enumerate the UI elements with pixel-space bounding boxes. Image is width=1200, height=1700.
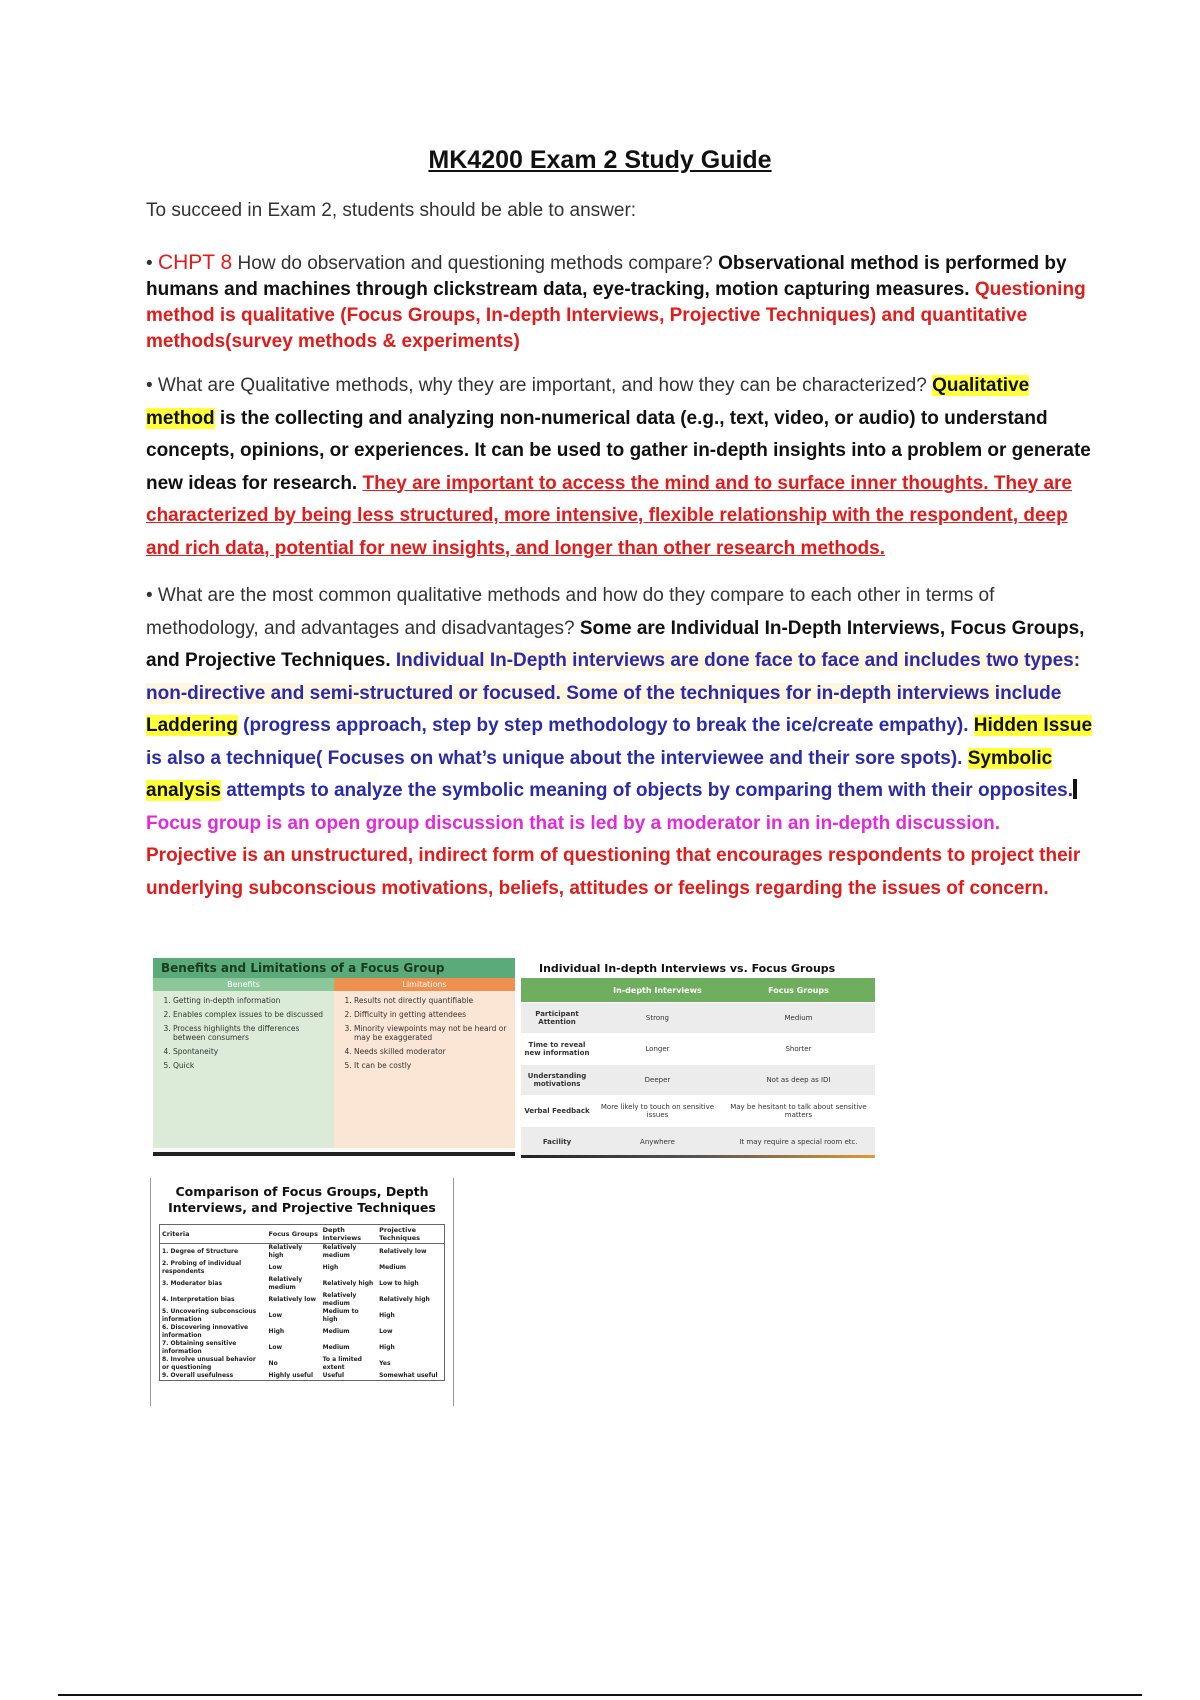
page-title: MK4200 Exam 2 Study Guide <box>428 146 772 174</box>
table-row: Participant Attention Strong Medium <box>521 1003 875 1034</box>
table-row: 3. Moderator bias Relatively medium Relatively high Low to high <box>162 1276 419 1291</box>
paragraph-common-methods <box>146 580 1096 905</box>
highlight-symbolic-analysis: Symbolic analysis <box>146 747 1053 801</box>
table-row: 1. Degree of Structure Relatively high Relatively medium Relatively low <box>162 1244 427 1259</box>
list-item: 3. Minority viewpoints may not be heard or may be exaggerated <box>354 1024 515 1042</box>
symbolic-text: attempts to analyze the symbolic meaning of objects by comparing them with their opposites. <box>226 780 1073 801</box>
table-header: Depth Interviews <box>321 1225 377 1244</box>
answer-red-text: They are important to access the mind and to surface inner thoughts. They are characterized by being less structured, more intensive, flexible relationship with the respondent, deep and rich data, potential for new insights, and longer than other research methods. <box>146 472 1072 559</box>
image-underline <box>521 1155 875 1158</box>
question-text: How do observation and questioning methods compare? <box>237 253 713 274</box>
table-header: Focus Groups <box>267 1225 321 1244</box>
hidden-issue-text: is also a technique( Focuses on what’s unique about the interviewee and their sore spots). <box>146 747 963 769</box>
table-row: 2. Probing of individual respondents Low High Medium <box>162 1260 407 1275</box>
question-text: • What are the most common qualitative methods and how do they compare to each other in terms of methodology, and advantages and disadvantages? <box>146 585 995 639</box>
list-item: 3. Process highlights the differences between consumers <box>173 1024 334 1042</box>
table-row: Verbal Feedback More likely to touch on sensitive issues May be hesitant to talk about sensitive matters <box>521 1096 875 1127</box>
image-title: Individual In-depth Interviews vs. Focus Groups <box>539 962 836 975</box>
comparison-techniques-image <box>150 1178 454 1406</box>
table-row: 8. Involve unusual behavior or questioning No To a limited extent Yes <box>162 1356 391 1371</box>
intro-text: To succeed in Exam 2, students should be able to answer: <box>146 200 637 221</box>
highlight-laddering: Laddering <box>146 715 238 736</box>
bullet: • <box>146 253 153 274</box>
table-row: 4. Interpretation bias Relatively low Relatively medium Relatively high <box>162 1292 430 1307</box>
table-row: 5. Uncovering subconscious information Low Medium to high High <box>162 1308 395 1323</box>
focus-group-text: Focus group is an open group discussion that is led by a moderator in an in-depth discussion. <box>146 812 1001 834</box>
table-row: 9. Overall usefulness Highly useful Useful Somewhat useful <box>162 1372 438 1379</box>
paragraph-qualitative <box>146 370 1096 565</box>
comparison-table <box>521 978 875 1157</box>
answer-text: Some are Individual In-Depth Interviews, Focus Groups, and Projective Techniques. <box>146 617 1085 671</box>
comparison-table <box>159 1224 445 1381</box>
projective-text: Projective is an unstructured, indirect form of questioning that encourages respondents to project their underlying subconscious motivations, beliefs, attitudes or feelings regarding the issues of concern. <box>146 845 1081 899</box>
list-item: 2. Enables complex issues to be discussed <box>173 1010 334 1019</box>
image-underline <box>153 1152 515 1156</box>
benefits-header: Benefits <box>153 978 334 991</box>
table-row: Time to reveal new information Longer Shorter <box>521 1034 875 1065</box>
text-cursor <box>1073 779 1077 799</box>
table-header <box>521 978 593 1003</box>
list-item: 5. Quick <box>173 1061 334 1070</box>
list-item: 5. It can be costly <box>354 1061 515 1070</box>
footer-divider <box>58 1694 1142 1696</box>
limitations-column <box>334 978 515 1148</box>
table-row: 7. Obtaining sensitive information Low Medium High <box>162 1340 395 1355</box>
question-text: • What are Qualitative methods, why they are important, and how they can be characterized? <box>146 375 927 396</box>
paragraph-chpt8 <box>146 250 1096 355</box>
list-item: 1. Results not directly quantifiable <box>354 996 515 1005</box>
laddering-text: (progress approach, step by step methodology to break the ice/create empathy). <box>243 715 969 736</box>
highlight-term: Qualitative method <box>146 375 1030 429</box>
limitations-header: Limitations <box>334 978 515 991</box>
list-item: 1. Getting in-depth information <box>173 996 334 1005</box>
list-item: 4. Needs skilled moderator <box>354 1047 515 1056</box>
table-header: Projective Techniques <box>377 1225 444 1244</box>
in-depth-text: Individual In-Depth interviews are done face to face and includes two types: non-directive and semi-structured or focused. Some of the techniques for in-depth interviews include <box>146 650 1081 704</box>
table-row: Facility Anywhere It may require a special room etc. <box>521 1127 875 1158</box>
table-header: In-depth Interviews <box>593 978 722 1003</box>
table-header: Criteria <box>160 1225 267 1244</box>
answer-text: is the collecting and analyzing non-numerical data (e.g., text, video, or audio) to understand concepts, opinions, or experiences. It can be used to gather in-depth insights into a problem or generate new ideas for research. <box>146 407 1091 494</box>
table-row: 6. Discovering innovative information High Medium Low <box>162 1324 393 1339</box>
list-item: 4. Spontaneity <box>173 1047 334 1056</box>
answer-text: Observational method is performed by humans and machines through clickstream data, eye-tracking, motion capturing measures. <box>146 253 1067 300</box>
benefits-column <box>153 978 334 1148</box>
answer-red-text: Questioning method is qualitative (Focus Groups, In-depth Interviews, Projective Techniques) and quantitative methods(survey methods & experiments) <box>146 279 1086 352</box>
table-row: Understanding motivations Deeper Not as deep as IDI <box>521 1065 875 1096</box>
table-header: Focus Groups <box>722 978 875 1003</box>
chapter-label: CHPT 8 <box>157 251 233 274</box>
focus-group-benefits-image <box>153 958 515 1156</box>
image-title: Comparison of Focus Groups, Depth Interviews, and Projective Techniques <box>168 1184 436 1215</box>
image-title: Benefits and Limitations of a Focus Group <box>153 958 515 978</box>
list-item: 2. Difficulty in getting attendees <box>354 1010 515 1019</box>
interviews-vs-focus-groups-image <box>521 962 875 1158</box>
highlight-hidden-issue: Hidden Issue <box>973 715 1093 736</box>
